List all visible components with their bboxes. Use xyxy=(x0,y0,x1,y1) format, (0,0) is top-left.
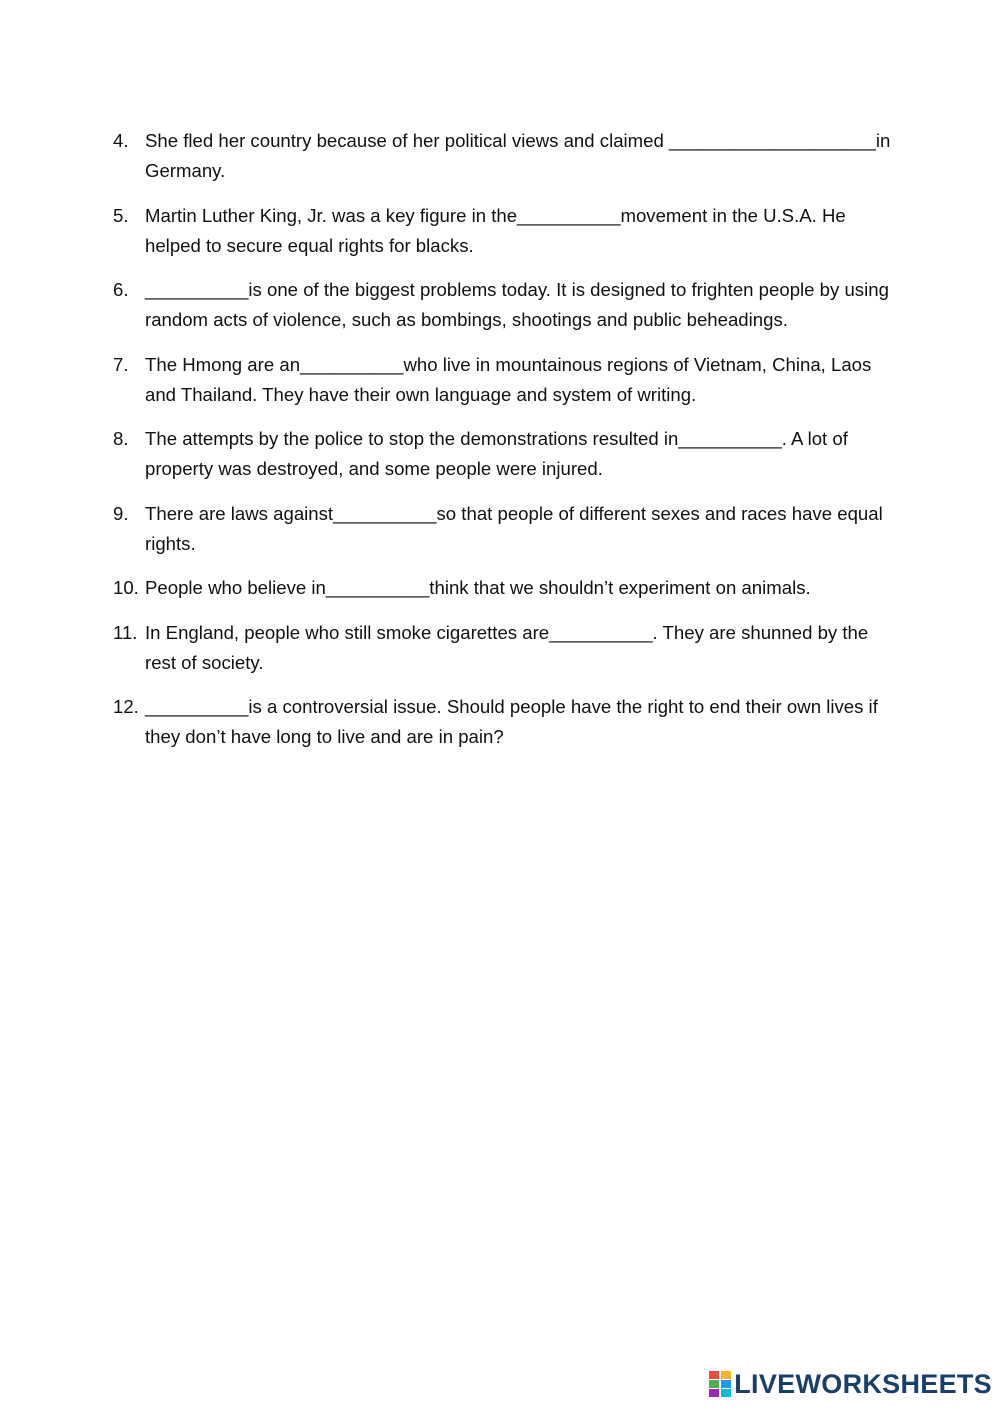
question-text: The attempts by the police to stop the demonstrations resulted in__________. A lot of property was destroyed, and some people were injured. xyxy=(145,428,848,479)
question-number: 9. xyxy=(113,502,129,524)
liveworksheets-logo-icon xyxy=(708,1370,732,1398)
question-number: 11. xyxy=(113,621,138,643)
question-number: 4. xyxy=(113,130,129,151)
question-text: Martin Luther King, Jr. was a key figure in the__________movement in the U.S.A. He helped to secure equal rights for blacks. xyxy=(145,204,846,256)
question-text: __________is one of the biggest problems today. It is designed to frighten people by using random acts of violence, such as bombings, shootings and public beheadings. xyxy=(145,279,889,330)
question-number: 10. xyxy=(113,577,139,598)
question-item xyxy=(113,499,893,559)
question-item xyxy=(113,692,893,752)
worksheet-questions xyxy=(113,126,893,767)
question-text: __________is a controversial issue. Should people have the right to end their own lives if they don’t have long to live and are in pain? xyxy=(145,696,878,747)
question-item xyxy=(113,350,893,410)
question-text: People who believe in__________think that we shouldn’t experiment on animals. xyxy=(145,577,811,598)
question-number: 12. xyxy=(113,696,139,717)
question-number: 6. xyxy=(113,279,129,300)
question-number: 8. xyxy=(113,428,129,449)
question-item xyxy=(113,201,893,261)
question-item xyxy=(113,424,893,484)
question-item xyxy=(113,275,893,335)
question-text: She fled her country because of her political views and claimed ____________________in Germany. xyxy=(145,130,891,181)
question-item xyxy=(113,618,893,678)
question-text: In England, people who still smoke cigarettes are__________. They are shunned by the rest of society. xyxy=(145,621,869,673)
question-item xyxy=(113,126,893,186)
question-text: There are laws against__________so that people of different sexes and races have equal rights. xyxy=(145,502,883,554)
question-number: 7. xyxy=(113,353,129,375)
liveworksheets-logo-text: LIVEWORKSHEETS xyxy=(734,1368,992,1399)
liveworksheets-logo xyxy=(708,1367,992,1401)
question-text: The Hmong are an__________who live in mountainous regions of Vietnam, China, Laos and Thailand. They have their own language and system of writing. xyxy=(145,353,872,405)
question-number: 5. xyxy=(113,204,129,226)
question-item xyxy=(113,573,893,603)
